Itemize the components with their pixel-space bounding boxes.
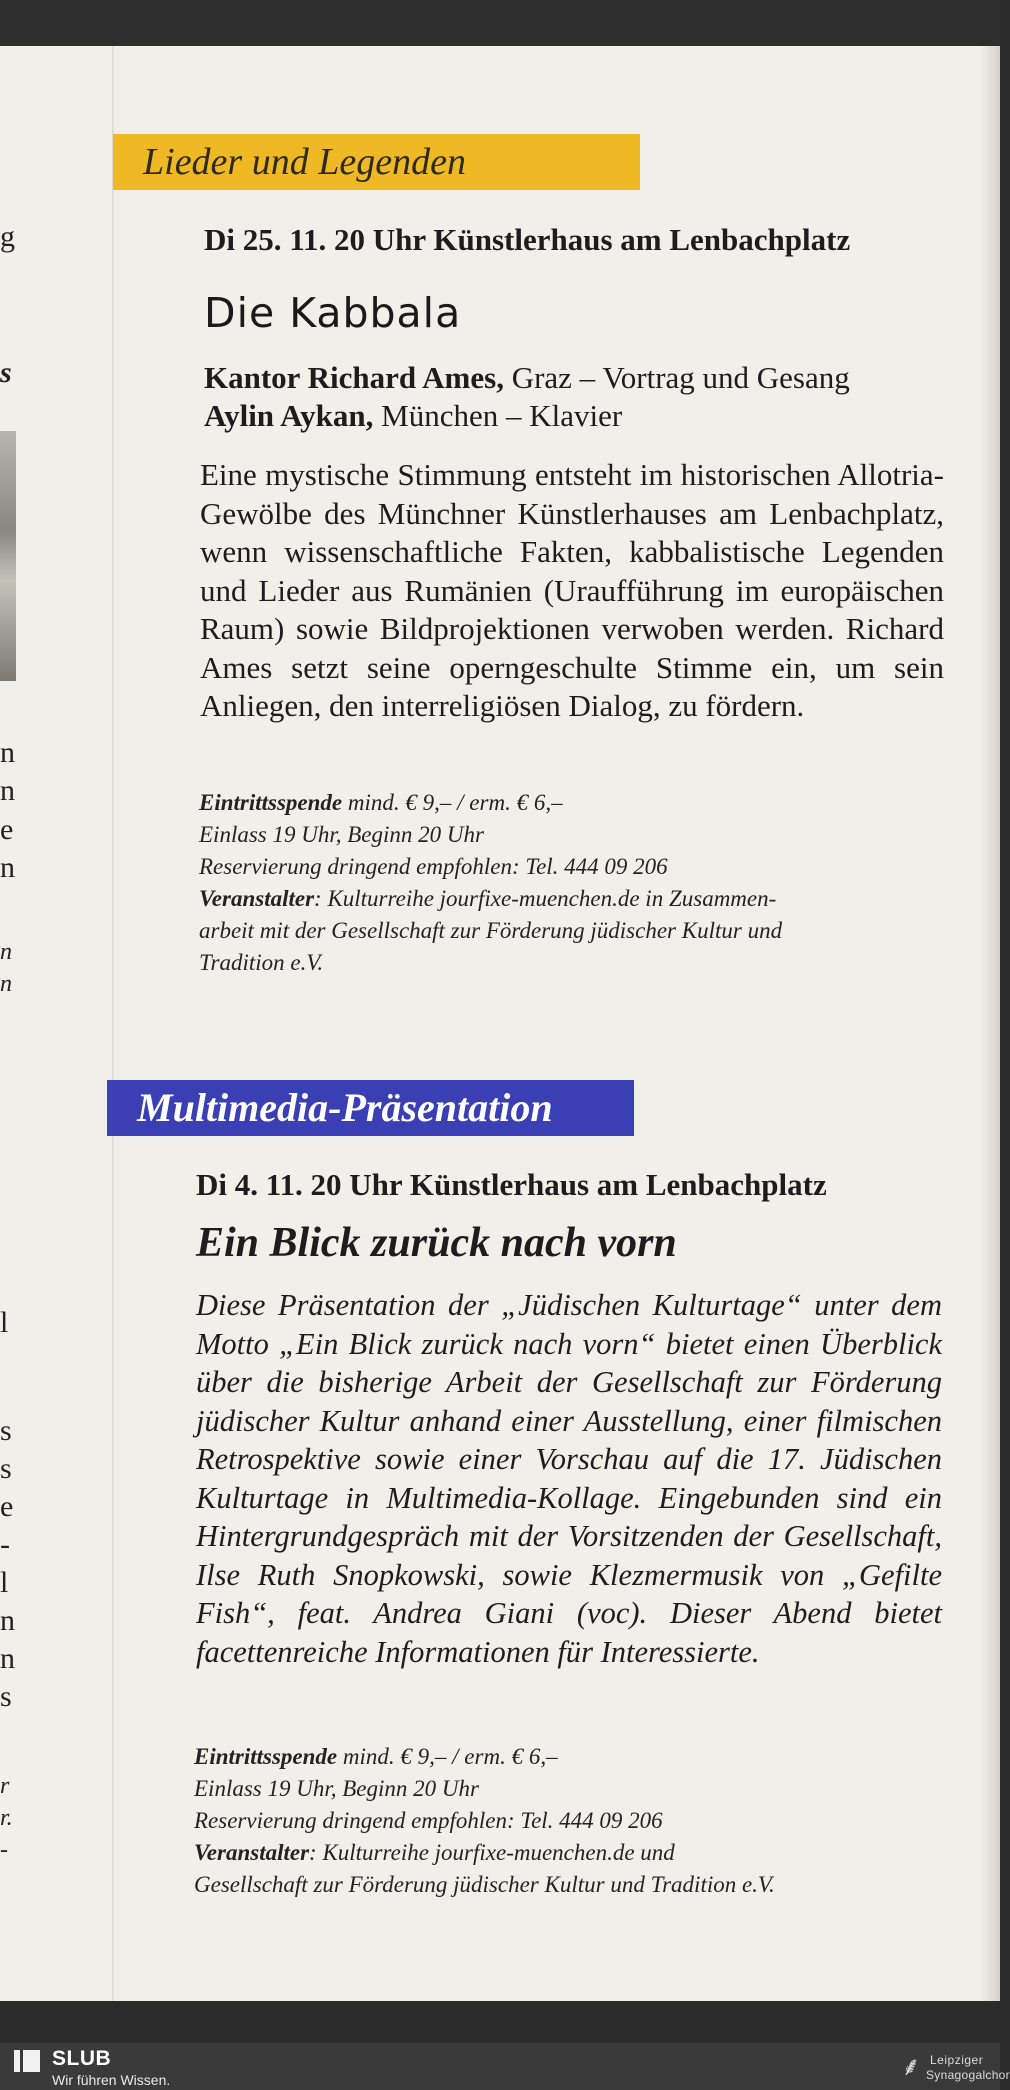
fragment: l: [0, 1566, 9, 1599]
eintritt-text: mind. € 9,– / erm. € 6,–: [342, 790, 563, 815]
event-description: Eine mystische Stimmung entsteht im historischen Allotria-Gewölbe des Münchner Künstlerhauses am Lenbachplatz, wenn wissenschaftliche Fakten, kabbalistische Legenden und Lieder aus Rumänien (Uraufführung im europäischen Raum) sowie Bildprojektionen verwoben werden. Richard Ames setzt seine operngeschulte Stimme ein, um sein Anliegen, den interreligiösen Dialog, zu fördern.: [200, 457, 944, 723]
veranstalter-text: : Kulturreihe jourfixe-muenchen.de in Zusammen-: [314, 886, 777, 911]
section-header-multimedia: Multimedia-Präsentation: [107, 1080, 634, 1136]
fragment: r: [0, 1773, 10, 1799]
event-date-line: Di 25. 11. 20 Uhr Künstlerhaus am Lenbachplatz: [204, 222, 851, 257]
veranstalter-label: Veranstalter: [199, 886, 315, 911]
fragment: g: [0, 220, 15, 253]
event-info: [194, 1741, 954, 1901]
fragment: e: [0, 1490, 14, 1523]
photo-fragment: [0, 431, 16, 681]
fragment: n: [0, 971, 12, 997]
fragment: n: [0, 1604, 15, 1637]
performer-line: [204, 360, 850, 396]
eintritt-label: Eintrittsspende: [194, 1744, 338, 1769]
scan-bottom-border: [0, 2001, 1000, 2043]
partner-name-line1: Leipziger: [930, 2053, 984, 2067]
slub-tagline: Wir führen Wissen.: [52, 2072, 171, 2088]
menorah-icon: ⸙: [901, 2052, 921, 2082]
fragment: -: [0, 1837, 8, 1863]
scan-top-border: [0, 0, 1000, 46]
reservierung-text: Reservierung dringend empfohlen: Tel. 444 09 206: [199, 854, 668, 879]
fragment: s: [0, 1452, 12, 1485]
performer-detail: München – Klavier: [373, 398, 623, 433]
veranstalter-text: Gesellschaft zur Förderung jüdischer Kultur und Tradition e.V.: [194, 1872, 775, 1897]
veranstalter-text: : Kulturreihe jourfixe-muenchen.de und: [309, 1840, 675, 1865]
event-info: [199, 787, 959, 979]
event-title: Die Kabbala: [204, 289, 462, 337]
eintritt-label: Eintrittsspende: [199, 790, 343, 815]
section-header-lieder: Lieder und Legenden: [113, 134, 640, 190]
page-edge-shadow: [980, 46, 1000, 2001]
einlass-text: Einlass 19 Uhr, Beginn 20 Uhr: [194, 1776, 479, 1801]
slub-logo-icon[interactable]: [14, 2050, 40, 2072]
event-date-line: Di 4. 11. 20 Uhr Künstlerhaus am Lenbachplatz: [196, 1167, 827, 1202]
reservierung-text: Reservierung dringend empfohlen: Tel. 444 09 206: [194, 1808, 663, 1833]
fragment: n: [0, 939, 12, 965]
page-fold: [112, 46, 114, 2001]
veranstalter-text: Tradition e.V.: [199, 950, 324, 975]
fragment: s: [0, 1414, 12, 1447]
scanned-page: [0, 46, 1000, 2001]
fragment: s: [0, 1680, 12, 1713]
fragment: s: [0, 356, 12, 389]
slub-brand[interactable]: SLUB: [52, 2047, 112, 2070]
event-description: Diese Präsentation der „Jüdischen Kulturtage“ unter dem Motto „Ein Blick zurück nach vorn“ bietet einen Überblick über die bisherige Arbeit der Gesellschaft zur Förderung jüdischer Kultur anhand einer Ausstellung, einer filmischen Retrospektive sowie einer Vorschau auf die 17. Jüdischen Kulturtage in Multimedia-Kollage. Eingebunden sind ein Hintergrundgespräch mit der Vorsitzenden der Gesellschaft, Ilse Ruth Snopkowski, sowie Klezmermusik von „Gefilte Fish“, feat. Andrea Giani (voc). Dieser Abend bietet facettenreiche Informationen für Interessierte.: [196, 1288, 942, 1669]
eintritt-text: mind. € 9,– / erm. € 6,–: [337, 1744, 558, 1769]
fragment: -: [0, 1528, 10, 1561]
performer-name: Kantor Richard Ames,: [204, 360, 504, 395]
veranstalter-label: Veranstalter: [194, 1840, 310, 1865]
left-column-fragments: [0, 46, 40, 2001]
veranstalter-text: arbeit mit der Gesellschaft zur Förderung jüdischer Kultur und: [199, 918, 783, 943]
performer-name: Aylin Aykan,: [204, 398, 374, 433]
fragment: e: [0, 813, 14, 846]
viewer-footer: [0, 2043, 1010, 2090]
fragment: r.: [0, 1805, 13, 1831]
fragment: n: [0, 1642, 15, 1675]
fragment: n: [0, 774, 15, 807]
event-title: Ein Blick zurück nach vorn: [196, 1220, 677, 1266]
fragment: l: [0, 1306, 9, 1339]
fragment: n: [0, 851, 15, 884]
performer-line: [204, 398, 622, 434]
performer-detail: Graz – Vortrag und Gesang: [503, 360, 850, 395]
partner-name-line2: Synagogalchor: [926, 2068, 1010, 2082]
einlass-text: Einlass 19 Uhr, Beginn 20 Uhr: [199, 822, 484, 847]
fragment: n: [0, 736, 15, 769]
